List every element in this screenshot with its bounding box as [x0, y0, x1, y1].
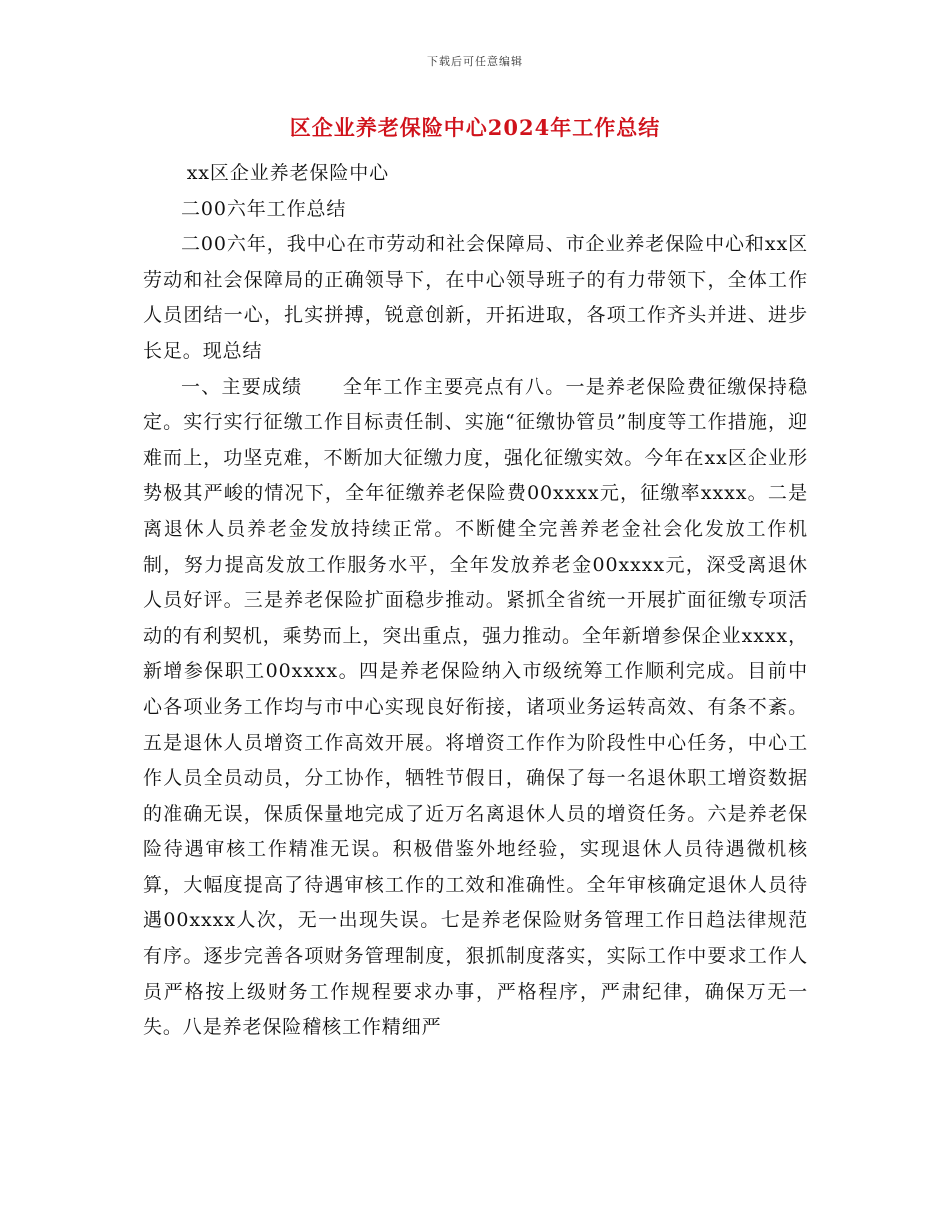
paragraph-main-achievements: 一、主要成绩 全年工作主要亮点有八。一是养老保险费征缴保持稳定。实行实行征缴工作目标责任制、实施“征缴协管员”制度等工作措施，迎难而上，功坚克难，不断加大征缴力度，强化征缴实效。今年在xx区企业形势极其严峻的情况下，全年征缴养老保险费00xxxx元，征缴率xxxx。二是离退休人员养老金发放持续正常。不断健全完善养老金社会化发放工作机制，努力提高发放工作服务水平，全年发放养老金00xxxx元，深受离退休人员好评。三是养老保险扩面稳步推动。紧抓全省统一开展扩面征缴专项活动的有利契机，乘势而上，突出重点，强力推动。全年新增参保企业xxxx，新增参保职工00xxxx。四是养老保险纳入市级统筹工作顺利完成。目前中心各项业务工作均与市中心实现良好衔接，诸项业务运转高效、有条不紊。五是退休人员增资工作高效开展。将增资工作作为阶段性中心任务，中心工作人员全员动员，分工协作，牺牲节假日，确保了每一名退休职工增资数据的准确无误，保质保量地完成了近万名离退休人员的增资任务。六是养老保险待遇审核工作精准无误。积极借鉴外地经验，实现退休人员待遇微机核算，大幅度提高了待遇审核工作的工效和准确性。全年审核确定退休人员待遇00xxxx人次，无一出现失误。七是养老保险财务管理工作日趋法律规范有序。逐步完善各项财务管理制度，狠抓制度落实，实际工作中要求工作人员严格按上级财务工作规程要求办事，严格程序，严肃纪律，确保万无一失。八是养老保险稽核工作精细严 — [143, 375, 808, 1039]
paragraph-organization: xx区企业养老保险中心 — [186, 162, 390, 184]
paragraph-intro: 二00六年，我中心在市劳动和社会保障局、市企业养老保险中心和xx区劳动和社会保障局的正确领导下，在中心领导班子的有力带领下，全体工作人员团结一心，扎实拼搏，锐意创新，开拓进取，各项工作齐头并进、进步长足。现总结 — [143, 233, 808, 362]
document-body — [143, 156, 808, 1046]
document-title: 区企业养老保险中心2024年工作总结 — [289, 115, 661, 140]
header-note: 下载后可任意编辑 — [427, 55, 523, 68]
paragraph-subtitle: 二00六年工作总结 — [181, 197, 347, 220]
